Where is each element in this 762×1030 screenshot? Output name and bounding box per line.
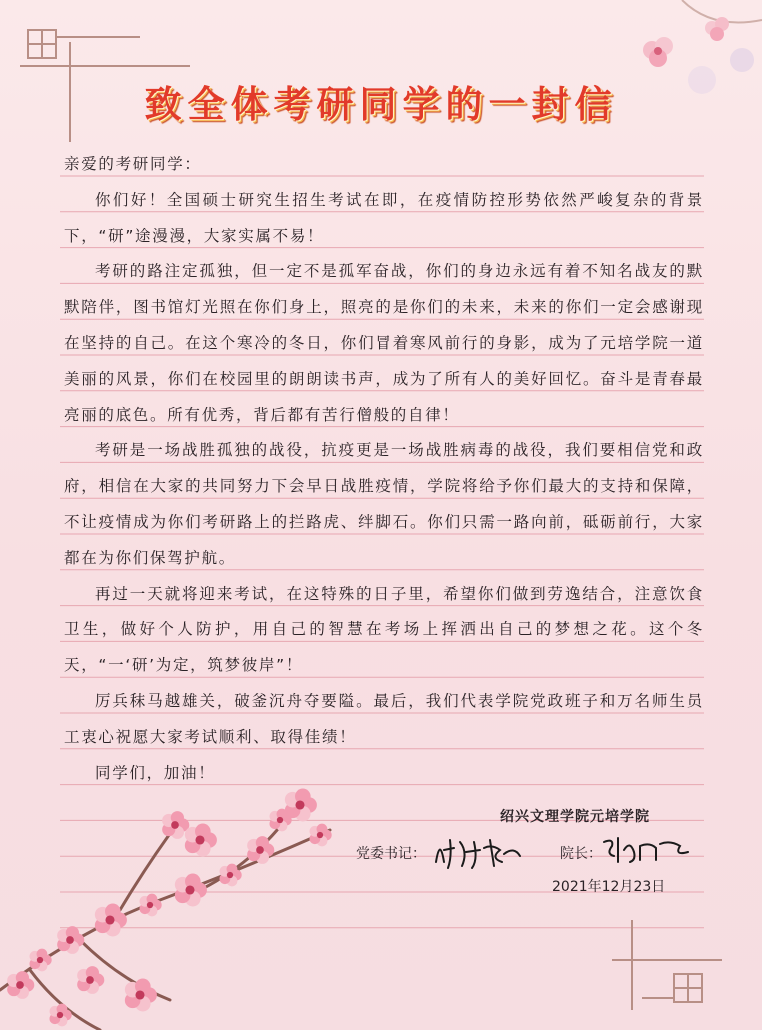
dean-label: 院长： (560, 846, 602, 862)
paragraph-6: 同学们，加油！ (95, 763, 216, 782)
secretary-label: 党委书记： (356, 846, 426, 862)
letter-title: 致全体考研同学的一封信 (144, 83, 618, 126)
organization-name: 绍兴文理学院元培学院 (500, 809, 650, 825)
secretary-signature (430, 832, 525, 872)
paragraph-2: 考研的路注定孤独，但一定不是孤军奋战，你们的身边永远有着不知名战友的默默陪伴，图书馆灯光照在你们身上，照亮的是你们的未来，未来的你们一定会感谢现在坚持的自己。在这个寒冷的冬日，你们冒着寒风前行的身影，成为了元培学院一道美丽的风景，你们在校园里的朗朗读书声，成为了所有人的美好回忆。奋斗是青春最亮丽的底色。所有优秀，背后都有苦行僧般的自律！ (64, 262, 704, 424)
paragraph-1: 你们好！全国硕士研究生招生考试在即，在疫情防控形势依然严峻复杂的背景下，“研”途漫漫，大家实属不易！ (64, 190, 704, 245)
greeting: 亲爱的考研同学： (64, 155, 202, 173)
dean-signature (600, 832, 695, 868)
lattice-corner-bottom-right (612, 920, 722, 1010)
paragraph-4: 再过一天就将迎来考试，在这特殊的日子里，希望你们做到劳逸结合，注意饮食卫生，做好个人防护，用自己的智慧在考场上挥洒出自己的梦想之花。这个冬天，“一‘研’为定，筑梦彼岸”！ (64, 584, 704, 675)
blossom-branch-bottom-left (0, 780, 430, 1030)
letter-body (64, 147, 704, 791)
paragraph-3: 考研是一场战胜孤独的战役，抗疫更是一场战胜病毒的战役，我们要相信党和政府，相信在大家的共同努力下会早日战胜疫情，学院将给予你们最大的支持和保障，不让疫情成为你们考研路上的拦路虎、绊脚石。你们只需一路向前，砥砺前行，大家都在为你们保驾护航。 (64, 441, 704, 567)
paragraph-5: 厉兵秣马越雄关，破釜沉舟夺要隘。最后，我们代表学院党政班子和万名师生员工衷心祝愿大家考试顺利、取得佳绩！ (64, 691, 704, 746)
letter-date: 2021年12月23日 (552, 879, 666, 895)
